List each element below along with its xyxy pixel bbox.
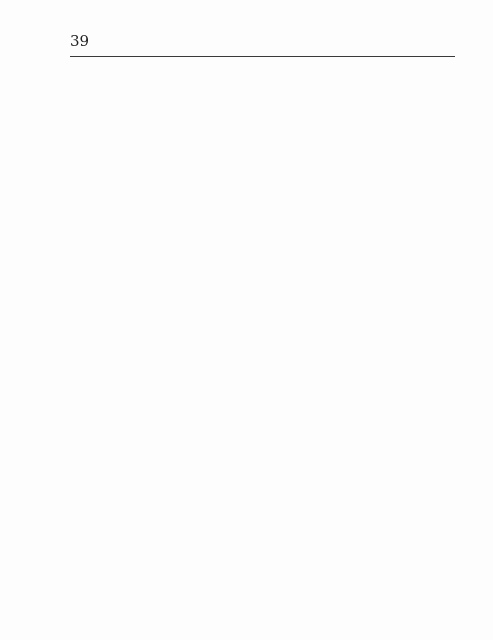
body-text [70, 66, 455, 620]
page-number: 39 [70, 32, 90, 50]
page-header [70, 30, 455, 57]
